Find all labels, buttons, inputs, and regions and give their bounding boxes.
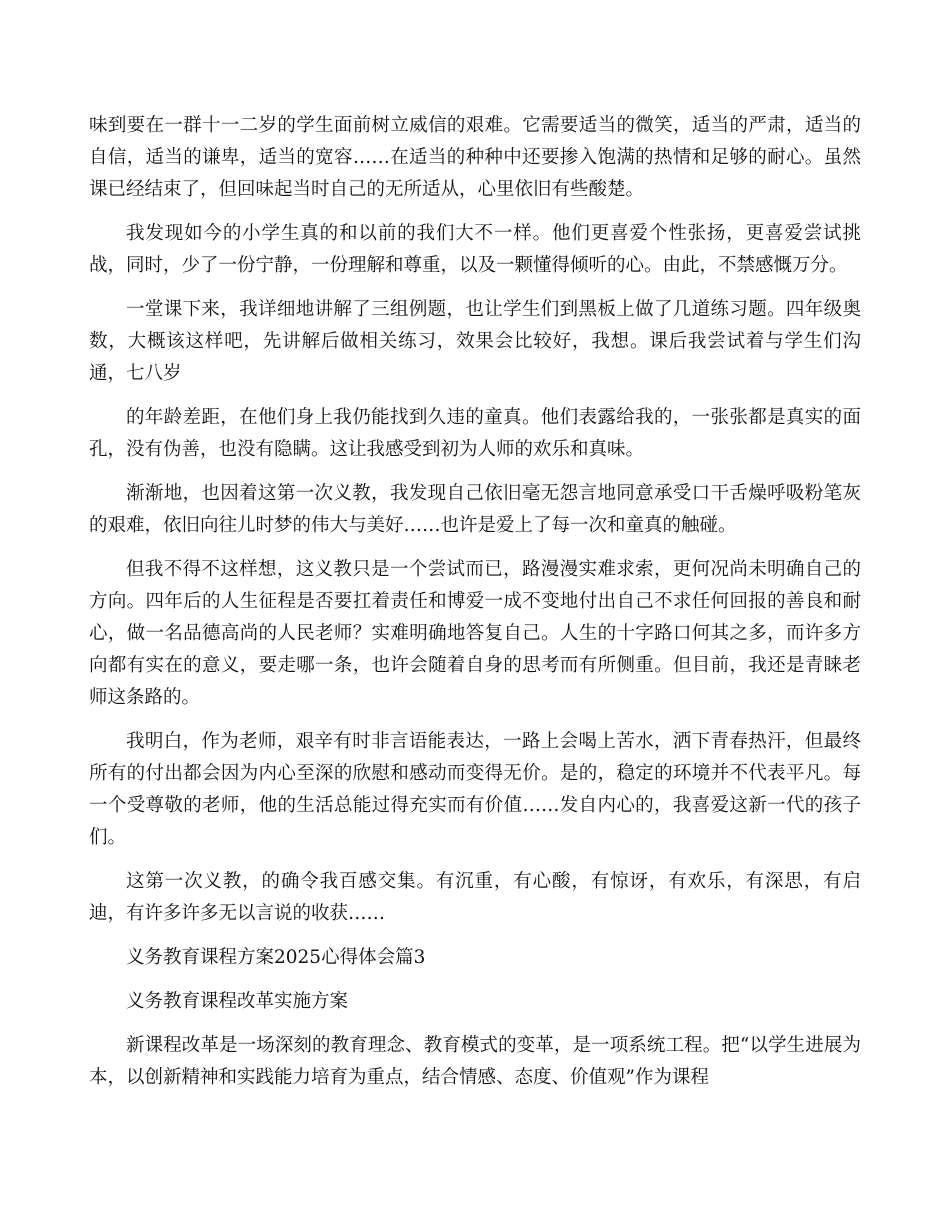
paragraph-3: 一堂课下来，我详细地讲解了三组例题，也让学生们到黑板上做了几道练习题。四年级奥数，大概该这样吧，先讲解后做相关练习，效果会比较好，我想。课后我尝试着与学生们沟通，七八岁 [89,299,861,384]
paragraph-6: 但我不得不这样想，这义教只是一个尝试而已，路漫漫实难求索，更何况尚未明确自己的方向。四年后的人生征程是否要扛着责任和博爱一成不变地付出自己不求任何回报的善良和耐心，做一名品德高尚的人民老师？实难明确地答复自己。人生的十字路口何其之多，而许多方向都有实在的意义，要走哪一条，也许会随着自身的思考而有所侧重。但目前，我还是青睐老师这条路的。 [89,559,861,708]
paragraph-1: 味到要在一群十一二岁的学生面前树立威信的艰难。它需要适当的微笑，适当的严肃，适当的自信，适当的谦卑，适当的宽容……在适当的种种中还要掺入饱满的热情和足够的耐心。虽然课已经结束了，但回味起当时自己的无所适从，心里依旧有些酸楚。 [89,115,861,200]
document-body [89,110,861,1106]
paragraph-2: 我发现如今的小学生真的和以前的我们大不一样。他们更喜爱个性张扬，更喜爱尝试挑战，同时，少了一份宁静，一份理解和尊重，以及一颗懂得倾听的心。由此，不禁感慨万分。 [89,223,861,276]
paragraph-7: 我明白，作为老师，艰辛有时非言语能表达，一路上会喝上苦水，洒下青春热汗，但最终所有的付出都会因为内心至深的欣慰和感动而变得无价。是的，稳定的环境并不代表平凡。每一个受尊敬的老师，他的生活总能过得充实而有价值……发自内心的，我喜爱这新一代的孩子们。 [89,731,861,848]
section-subheading: 义务教育课程改革实施方案 [126,991,349,1012]
paragraph-5: 渐渐地，也因着这第一次义教，我发现自己依旧毫无怨言地同意承受口干舌燥呼吸粉笔灰的艰难，依旧向往儿时梦的伟大与美好……也许是爱上了每一次和童真的触碰。 [89,483,861,536]
paragraph-4: 的年龄差距，在他们身上我仍能找到久违的童真。他们表露给我的，一张张都是真实的面孔，没有伪善，也没有隐瞒。这让我感受到初为人师的欢乐和真味。 [89,407,861,460]
paragraph-8: 这第一次义教，的确令我百感交集。有沉重，有心酸，有惊讶，有欢乐，有深思，有启迪，有许多许多无以言说的收获…… [89,871,861,924]
section-heading: 义务教育课程方案2025心得体会篇3 [126,947,426,968]
paragraph-9: 新课程改革是一场深刻的教育理念、教育模式的变革，是一项系统工程。把“以学生进展为本，以创新精神和实践能力培育为重点，结合情感、态度、价值观”作为课程 [89,1035,861,1088]
